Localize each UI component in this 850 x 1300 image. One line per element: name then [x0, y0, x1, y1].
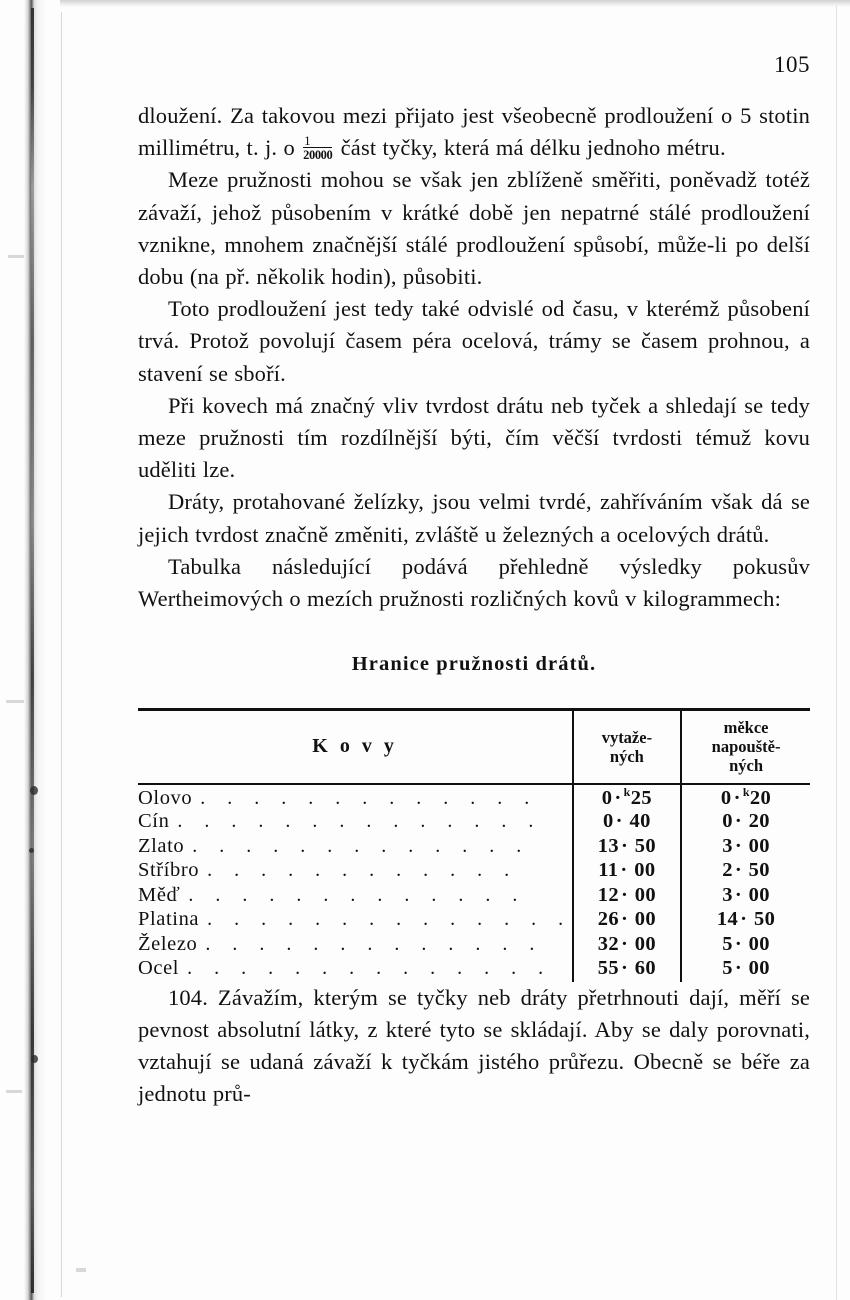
column-header-annealed-line1: měkce [723, 718, 769, 738]
scan-blotch [30, 786, 38, 795]
value-integer: 3 [722, 883, 733, 906]
value-integer: 14 [716, 908, 739, 931]
value-decimal: 00 [634, 883, 657, 906]
table-row [138, 859, 810, 884]
scan-blotch [31, 1055, 38, 1063]
value-integer: 5 [722, 932, 733, 955]
value-decimal: 00 [748, 883, 770, 906]
value-integer: 0 [720, 787, 732, 810]
cell-value-annealed [681, 957, 810, 982]
scan-gutter-shadow [24, 0, 46, 1300]
value-integer: 13 [597, 834, 619, 857]
value-decimal: 00 [748, 957, 770, 980]
cell-metal-name [138, 908, 573, 933]
value-separator: · [620, 859, 628, 882]
cell-value-drawn [573, 784, 681, 810]
value-integer: 5 [722, 957, 733, 980]
unit-kilogram-superscript: k [742, 785, 750, 800]
table-row [138, 908, 810, 933]
cell-value-annealed [681, 835, 810, 860]
value-decimal: 20 [749, 787, 772, 810]
value-decimal: 20 [748, 810, 770, 833]
cell-value-annealed [681, 908, 810, 933]
table-header [138, 710, 810, 785]
paragraph-104: 104. Závažím, kterým se tyčky neb dráty přetrhnouti dají, měří se pevnost absolutní látky, z které tyto se skládají. Aby se daly porovnati, vztahují se udaná závaží k tyčkám jistého průřezu. Obecně se béře za jednotu prů- [138, 984, 810, 1107]
scan-speck [8, 255, 24, 258]
metal-label: Měď [138, 883, 181, 906]
table-row [138, 933, 810, 958]
value-separator: · [614, 787, 622, 810]
unit-kilogram-superscript: k [623, 785, 631, 800]
value-separator: · [734, 932, 743, 955]
column-header-drawn-line2: ných [609, 746, 644, 766]
elasticity-limits-table [138, 708, 810, 981]
cell-metal-name [138, 784, 573, 810]
cell-value-drawn [573, 835, 681, 860]
scan-gutter-ink-line [31, 8, 34, 1293]
metal-label: Železo [138, 932, 198, 955]
cell-value-annealed [681, 859, 810, 884]
leader-dots: . . . . . . . . . . . . . . [207, 908, 572, 931]
column-header-annealed [681, 711, 810, 784]
value-decimal: 50 [634, 834, 657, 857]
page-edge-line-right [836, 6, 837, 1300]
value-separator: · [621, 957, 629, 980]
column-header-metals: K o v y [138, 711, 573, 784]
scan-speck [76, 1268, 86, 1272]
leader-dots: . . . . . . . . . . . . . [192, 834, 530, 857]
table-caption: Hranice pružnosti drátů. [351, 653, 597, 676]
value-decimal: 00 [634, 908, 657, 931]
value-integer: 0 [603, 810, 614, 833]
table-row [138, 835, 810, 860]
value-decimal: 50 [748, 859, 770, 882]
fraction-numerator: 1 [303, 134, 332, 148]
value-separator: · [734, 957, 743, 980]
column-header-drawn [573, 711, 681, 784]
cell-metal-name [138, 835, 573, 860]
leader-dots: . . . . . . . . . . . . . [205, 932, 543, 955]
cell-metal-name [138, 859, 573, 884]
cell-metal-name [138, 957, 573, 982]
value-decimal: 40 [629, 810, 651, 833]
value-integer: 11 [598, 859, 619, 882]
value-separator: · [621, 834, 629, 857]
paragraph-meze-pruznosti: Meze pružnosti mohou se však jen zblíženě směřiti, poněvadž totéž závaží, jehož působením v krátké době jen nepatrné stálé prodloužení vznikne, mnohem značnější stálé prodloužení spůsobí, může-li po delší dobu (na př. několik hodin), působiti. [138, 167, 810, 290]
value-decimal: 00 [634, 859, 656, 882]
fraction-one-twentythousandth [303, 134, 332, 161]
cell-value-annealed [681, 810, 810, 835]
cell-value-drawn [573, 884, 681, 909]
paragraph-draty: Dráty, protahované želízky, jsou velmi tvrdé, zahříváním však dá se jejich tvrdost značně změniti, zvláště u železných a ocelových drátů. [138, 489, 810, 547]
column-header-annealed-line3: ných [729, 756, 764, 776]
metal-label: Zlato [138, 834, 185, 857]
value-decimal: 00 [748, 932, 770, 955]
value-decimal: 25 [630, 787, 653, 810]
cell-value-annealed [681, 884, 810, 909]
value-integer: 2 [722, 859, 733, 882]
table-row [138, 957, 810, 982]
metal-label: Platina [138, 908, 200, 931]
value-separator: · [615, 810, 623, 833]
cell-value-annealed [681, 784, 810, 810]
scan-edge-artifact-top [60, 0, 850, 7]
paragraph-pri-kovech: Při kovech má značný vliv tvrdost drátu neb tyček a shledají se tedy meze pružnosti tím rozdílnější býti, čím věčší tvrdosti témuž kovu uděliti lze. [138, 392, 810, 483]
value-decimal: 50 [753, 908, 776, 931]
column-header-drawn-line1: vytaže- [601, 727, 653, 747]
value-separator: · [734, 883, 743, 906]
paragraph-tabulka-intro: Tabulka následující podává přehledně výsledky pokusův Wertheimových o mezích pružnosti rozličných kovů v kilogrammech: [138, 553, 810, 612]
value-integer: 0 [722, 810, 733, 833]
fraction-denominator: 20000 [303, 147, 333, 162]
value-integer: 26 [597, 908, 619, 931]
value-integer: 32 [597, 932, 619, 955]
paragraph-continued [138, 100, 810, 164]
leader-dots: . . . . . . . . . . . . . . [177, 810, 542, 833]
value-decimal: 00 [748, 834, 770, 857]
table-row [138, 884, 810, 909]
value-integer: 0 [601, 787, 613, 810]
table-header-row [138, 711, 810, 784]
cell-value-drawn [573, 957, 681, 982]
value-separator: · [621, 908, 629, 931]
cell-metal-name [138, 884, 573, 909]
leader-dots: . . . . . . . . . . . . [207, 859, 518, 882]
metal-label: Cín [138, 810, 170, 833]
scan-speck [6, 1090, 22, 1093]
column-header-annealed-line2: napouště- [711, 737, 781, 757]
cell-value-drawn [573, 810, 681, 835]
value-decimal: 00 [634, 932, 657, 955]
value-separator: · [740, 908, 748, 931]
value-integer: 12 [597, 883, 619, 906]
scan-speck [6, 700, 24, 703]
leader-dots: . . . . . . . . . . . . . [200, 787, 538, 810]
page-content [138, 100, 810, 1110]
cell-value-drawn [573, 859, 681, 884]
paragraph-toto-prodlouzeni: Toto prodloužení jest tedy také odvislé od času, v kterémž působení trvá. Protož povolují časem péra ocelová, trámy se časem prohnou, a stavení se sboří. [138, 296, 810, 386]
page-edge-line-left [61, 12, 62, 1297]
value-separator: · [621, 883, 629, 906]
leader-dots: . . . . . . . . . . . . . . [187, 957, 552, 980]
cell-value-annealed [681, 933, 810, 958]
metal-label: Olovo [138, 787, 193, 810]
value-separator: · [621, 932, 629, 955]
paragraph-text-lead: dloužení. Za takovou mezi přijato jest všeobecně prodloužení o 5 stotin millimétru, t. j. o [138, 103, 810, 161]
page-number: 105 [774, 52, 810, 77]
metal-label: Stříbro [138, 859, 200, 882]
value-separator: · [734, 834, 743, 857]
metal-label: Ocel [138, 957, 180, 980]
table-row [138, 810, 810, 835]
table-body [138, 784, 810, 981]
cell-metal-name [138, 810, 573, 835]
cell-value-drawn [573, 908, 681, 933]
value-separator: · [733, 787, 741, 810]
value-decimal: 60 [634, 957, 657, 980]
value-integer: 3 [722, 834, 733, 857]
value-separator: · [734, 859, 743, 882]
leader-dots: . . . . . . . . . . . . . [188, 883, 526, 906]
paragraph-text-tail: část tyčky, která má délku jednoho métru. [334, 135, 726, 161]
cell-metal-name [138, 933, 573, 958]
value-separator: · [734, 810, 743, 833]
value-integer: 55 [597, 957, 619, 980]
cell-value-drawn [573, 933, 681, 958]
table-row [138, 784, 810, 810]
scan-blotch [29, 848, 34, 853]
